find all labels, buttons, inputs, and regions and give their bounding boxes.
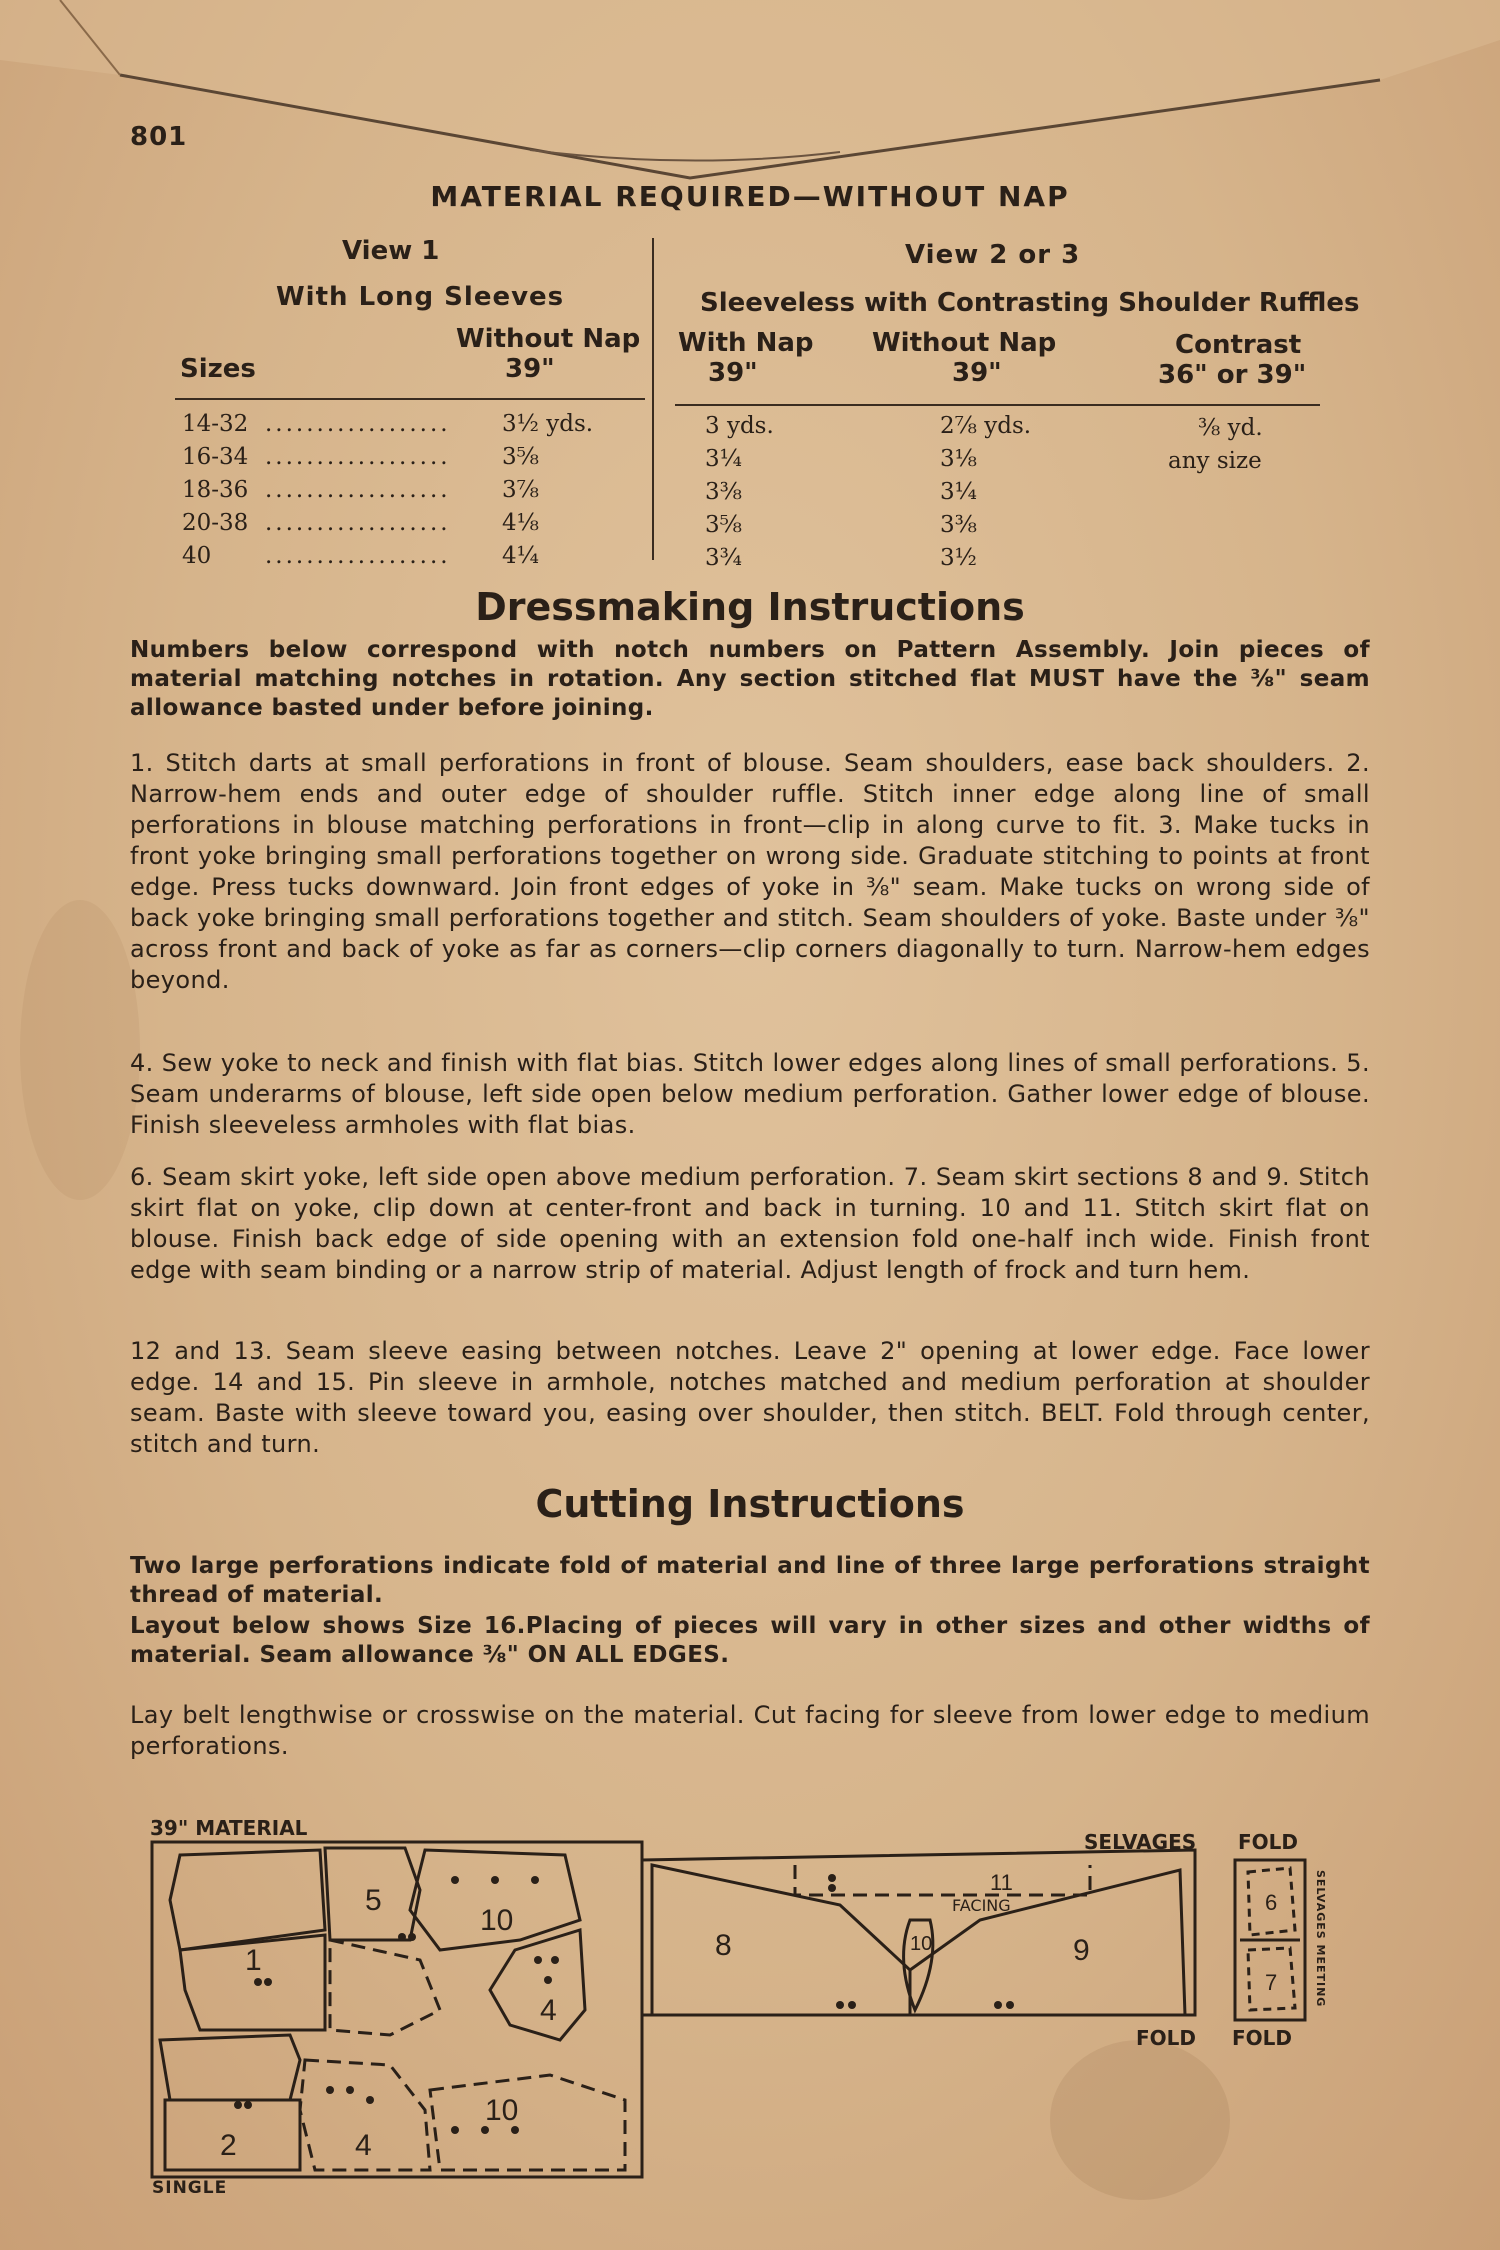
view1-cell: 3½ yds.: [502, 411, 594, 437]
piece-label: 5: [365, 1884, 382, 1917]
cutting-perforations: Two large perforations indicate fold of material and line of three large perforations straight thread of material.: [130, 1553, 1370, 1608]
piece-label: 4: [355, 2129, 372, 2162]
dressmaking-step-1-3: 1. Stitch darts at small perforations in front of blouse. Seam shoulders, ease back shoulders. 2. Narrow-hem ends and outer edge of shoulder ruffle. Stitch inner edge along line of small perforations in blouse matching perforations in front—clip in along curve to fit. 3. Make tucks in front yoke bringing small perforations together on wrong side. Graduate stitching to points at front edge. Press tucks downward. Join front edges of yoke in ⅜" seam. Make tucks on wrong side of back yoke bringing small perforations together and stitch. Seam shoulders of yoke. Baste under ⅜" across front and back of yoke as far as corners—clip corners diagonally to turn. Narrow-hem edges beyond.: [130, 749, 1370, 994]
with-nap-cell: 3¼: [705, 446, 742, 472]
contrast-cell: ⅜ yd.: [1198, 415, 1263, 441]
piece-label: 10: [910, 1933, 933, 1955]
view23-col1-width: 39": [708, 358, 758, 388]
piece-label: 10: [480, 1904, 514, 1937]
without-nap-cell: 3¼: [940, 479, 977, 505]
stain: [20, 900, 140, 1200]
without-nap-cell: 3½: [940, 545, 977, 571]
piece-label: 2: [220, 2129, 237, 2162]
perforations: [234, 1874, 1014, 2134]
view23-title: View 2 or 3: [905, 240, 1081, 270]
piece-4-outline: [490, 1930, 585, 2040]
contrast-cell: any size: [1168, 448, 1262, 474]
dot-leader: ..................: [265, 477, 451, 503]
view1-cell: 4⅛: [502, 510, 539, 536]
piece-outline: [170, 1850, 325, 1950]
view1-cell: 4¼: [502, 543, 539, 569]
with-nap-cell: 3 yds.: [705, 413, 774, 439]
view1-title: View 1: [342, 236, 440, 266]
table-rule: [675, 404, 1320, 406]
piece-10-outline: [430, 2075, 625, 2170]
dressmaking-step-12-15: 12 and 13. Seam sleeve easing between notches. Leave 2" opening at lower edge. Face lower edge. 14 and 15. Pin sleeve in armhole, notches matched and medium perforation at shoulder seam. Baste with sleeve toward you, easing over shoulder, then stitch. BELT. Fold through center, stitch and turn.: [130, 1337, 1370, 1458]
view1-subtitle: With Long Sleeves: [276, 282, 565, 312]
piece-outline-dashed: [330, 1940, 440, 2035]
without-nap-cell: 3⅜: [940, 512, 977, 538]
view1-cell: 3⅝: [502, 444, 539, 470]
piece-label: 6: [1265, 1890, 1278, 1915]
without-nap-cell: 2⅞ yds.: [940, 413, 1032, 439]
piece-9-outline: [910, 1870, 1185, 2015]
view1-col-width: 39": [505, 354, 555, 384]
view1-cell: 3⅞: [502, 477, 539, 503]
dot-leader: ..................: [265, 411, 451, 437]
size-cell: 40: [182, 543, 212, 569]
dot-leader: ..................: [265, 510, 451, 536]
view23-col1-header: With Nap: [678, 328, 814, 358]
dressmaking-title: Dressmaking Instructions: [475, 585, 1025, 629]
piece-8-outline: [652, 1865, 910, 2015]
cutting-title: Cutting Instructions: [535, 1482, 965, 1526]
piece-outline: [160, 2035, 300, 2100]
fold-label-bottom: FOLD: [1136, 2026, 1197, 2050]
view23-subtitle: Sleeveless with Contrasting Shoulder Ruffles: [700, 288, 1360, 318]
facing-label: FACING: [952, 1896, 1011, 1915]
piece-label: 4: [540, 1994, 557, 2027]
size-cell: 20-38: [182, 510, 249, 536]
fold-label-right: FOLD: [1232, 2026, 1293, 2050]
selvages-meeting-label: SELVAGES MEETING: [1314, 1870, 1327, 2008]
view23-col3-header: Contrast: [1175, 330, 1302, 360]
piece-label: 10: [485, 2094, 519, 2127]
cutting-layout-diagram: [140, 1810, 1320, 2200]
view1-col-header: Without Nap: [456, 324, 641, 354]
table-divider: [652, 238, 654, 560]
dressmaking-intro: Numbers below correspond with notch numbers on Pattern Assembly. Join pieces of material matching notches in rotation. Any section stitched flat MUST have the ⅜" seam allowance basted under before joining.: [130, 637, 1370, 721]
without-nap-values: [940, 410, 1031, 575]
fold-label-top: FOLD: [1238, 1830, 1299, 1854]
with-nap-values: [705, 410, 774, 575]
piece-label: 9: [1073, 1934, 1090, 1967]
view23-col2-header: Without Nap: [872, 328, 1057, 358]
view1-values: [502, 408, 593, 573]
without-nap-cell: 3⅛: [940, 446, 977, 472]
view23-col3-width: 36" or 39": [1158, 360, 1307, 390]
with-nap-cell: 3⅜: [705, 479, 742, 505]
with-nap-cell: 3¾: [705, 545, 742, 571]
sizes-column: [182, 408, 248, 573]
piece-label: 8: [715, 1929, 732, 1962]
piece-11-outline: [795, 1865, 1090, 1895]
dressmaking-step-6-11: 6. Seam skirt yoke, left side open above medium perforation. 7. Seam skirt sections 8 and 9. Stitch skirt flat on yoke, clip down at center-front and back in turning. 10 and 11. Stitch skirt flat on blouse. Finish back edge of side opening with an extension fold one-half inch wide. Finish front edge with seam binding or a narrow strip of material. Adjust length of frock and turn hem.: [130, 1163, 1370, 1284]
cutting-layout-note: Layout below shows Size 16.Placing of pieces will vary in other sizes and other widths of material. Seam allowance ⅜" ON ALL EDGES.: [130, 1613, 1370, 1668]
table-rule: [175, 398, 645, 400]
size-cell: 16-34: [182, 444, 249, 470]
dot-leader: ..................: [265, 543, 451, 569]
contrast-values: [1168, 412, 1263, 478]
cutting-belt-note: Lay belt lengthwise or crosswise on the material. Cut facing for sleeve from lower edge to medium perforations.: [130, 1701, 1370, 1760]
piece-label: 7: [1265, 1970, 1278, 1995]
piece-label: 1: [245, 1944, 262, 1977]
material-label: 39" MATERIAL: [150, 1816, 308, 1840]
envelope-flap: [0, 0, 1500, 200]
size-cell: 14-32: [182, 411, 249, 437]
piece-label: 11: [990, 1870, 1013, 1895]
view23-col2-width: 39": [952, 358, 1002, 388]
leaders-column: [265, 408, 451, 573]
pattern-number: 801: [130, 122, 188, 152]
material-title: MATERIAL REQUIRED—WITHOUT NAP: [430, 180, 1070, 213]
dressmaking-step-4-5: 4. Sew yoke to neck and finish with flat bias. Stitch lower edges along lines of small perforations. 5. Seam underarms of blouse, left side open below medium perforation. Gather lower edge of blouse. Finish sleeveless armholes with flat bias.: [130, 1049, 1370, 1139]
dot-leader: ..................: [265, 444, 451, 470]
with-nap-cell: 3⅝: [705, 512, 742, 538]
selvages-label: SELVAGES: [1084, 1830, 1197, 1854]
single-label: SINGLE: [152, 2178, 228, 2198]
size-cell: 18-36: [182, 477, 249, 503]
sizes-label: Sizes: [180, 354, 256, 384]
single-material-area: [152, 1842, 642, 2177]
